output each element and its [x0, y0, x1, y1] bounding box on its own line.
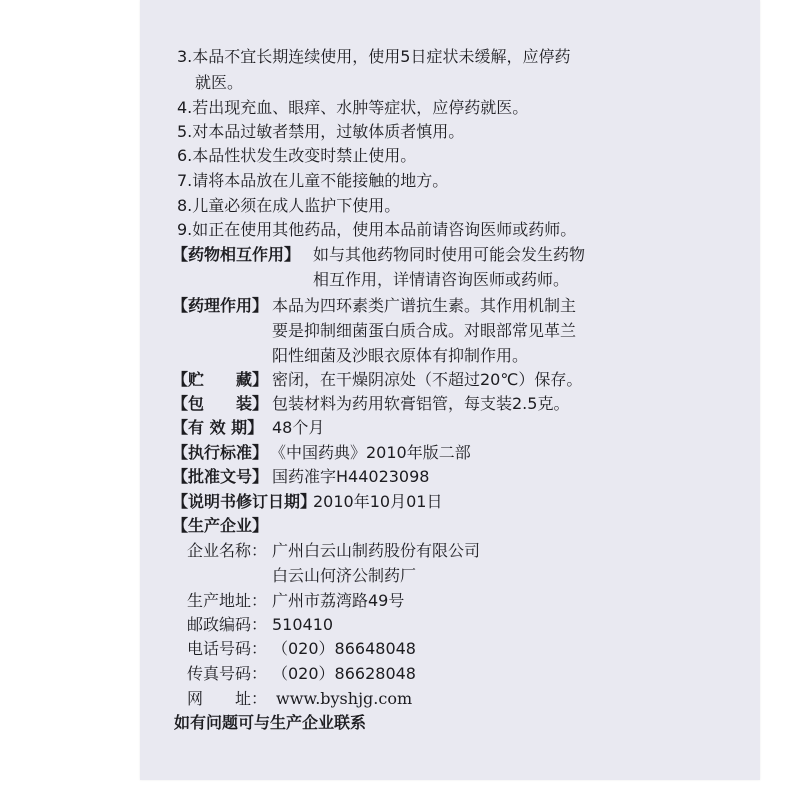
approval-label: 【批准文号】: [172, 467, 269, 486]
precaution-9: 9.如正在使用其他药品，使用本品前请咨询医师或药师。: [177, 220, 577, 239]
pharmacology-text-1: 本品为四环素类广谱抗生素。其作用机制主: [272, 296, 577, 315]
precaution-4: 4.若出现充血、眼痒、水肿等症状，应停药就医。: [177, 98, 529, 117]
package-text: 包装材料为药用软膏铝管，每支装2.5克。: [272, 394, 570, 413]
pharmacology-text-3: 阳性细菌及沙眼衣原体有抑制作用。: [272, 346, 529, 365]
website-value: www.byshjg.com: [276, 689, 413, 708]
validity-text: 48个月: [272, 418, 325, 437]
interaction-label: 【药物相互作用】: [172, 245, 301, 264]
pharmacology-label: 【药理作用】: [172, 296, 269, 315]
package-label: 【包 装】: [172, 394, 269, 413]
approval-text: 国药准字H44023098: [272, 467, 430, 486]
interaction-text-2: 相互作用，详情请咨询医师或药师。: [313, 270, 570, 289]
company-name-2: 白云山何济公制药厂: [272, 566, 417, 585]
phone-value: （020）86648048: [272, 639, 416, 658]
contact-note: 如有问题可与生产企业联系: [174, 713, 367, 732]
postcode-label: 邮政编码：: [187, 615, 268, 634]
address-value: 广州市荔湾路49号: [272, 591, 405, 610]
precaution-5: 5.对本品过敏者禁用，过敏体质者慎用。: [177, 122, 465, 141]
postcode-value: 510410: [272, 615, 334, 634]
fax-label: 传真号码：: [187, 664, 268, 683]
precaution-3-cont: 就医。: [195, 73, 244, 92]
fax-value: （020）86628048: [272, 664, 416, 683]
address-label: 生产地址：: [187, 591, 268, 610]
company-name-label: 企业名称：: [187, 541, 268, 560]
precaution-8: 8.儿童必须在成人监护下使用。: [177, 196, 401, 215]
standard-label: 【执行标准】: [172, 443, 269, 462]
storage-label: 【贮 藏】: [172, 370, 269, 389]
pharmacology-text-2: 要是抑制细菌蛋白质合成。对眼部常见革兰: [272, 321, 577, 340]
revision-text: 2010年10月01日: [313, 492, 443, 511]
precaution-3: 3.本品不宜长期连续使用，使用5日症状未缓解，应停药: [177, 47, 571, 66]
company-name-1: 广州白云山制药股份有限公司: [272, 541, 481, 560]
revision-label: 【说明书修订日期】: [172, 492, 317, 511]
interaction-text-1: 如与其他药物同时使用可能会发生药物: [313, 245, 586, 264]
validity-label: 【有 效 期】: [172, 418, 264, 437]
storage-text: 密闭，在干燥阴凉处（不超过20℃）保存。: [272, 370, 583, 389]
phone-label: 电话号码：: [187, 639, 268, 658]
precaution-7: 7.请将本品放在儿童不能接触的地方。: [177, 171, 449, 190]
website-label: 网 址：: [187, 689, 268, 708]
manufacturer-label: 【生产企业】: [172, 516, 269, 535]
standard-text: 《中国药典》2010年版二部: [270, 443, 471, 462]
precaution-6: 6.本品性状发生改变时禁止使用。: [177, 146, 417, 165]
